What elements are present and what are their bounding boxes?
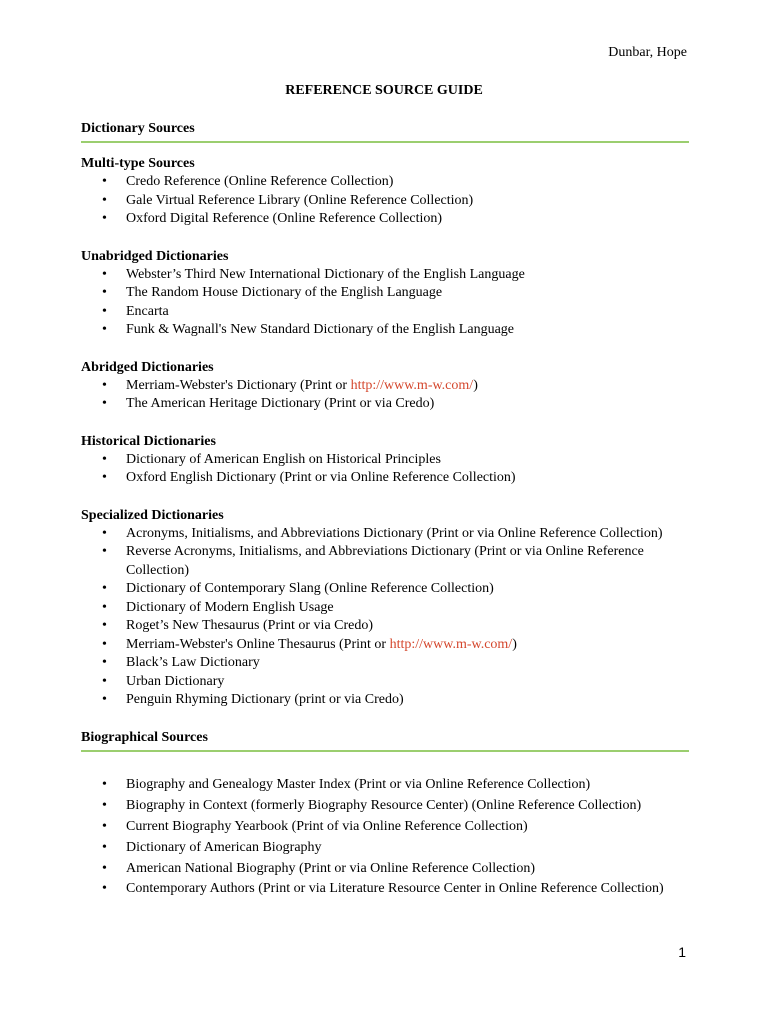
- list-item: • Acronyms, Initialisms, and Abbreviations Dictionary (Print or via Online Reference Collection): [81, 525, 689, 544]
- list-biographical: [81, 774, 689, 899]
- header-author: Dunbar, Hope: [608, 45, 687, 60]
- item-text: Merriam-Webster's Dictionary (Print or: [126, 377, 351, 393]
- document-body: [81, 119, 689, 899]
- merriam-webster-link[interactable]: http://www.m-w.com/: [350, 377, 474, 393]
- list-item: • Oxford English Dictionary (Print or via Online Reference Collection): [81, 469, 689, 488]
- list-item: • Current Biography Yearbook (Print of via Online Reference Collection): [81, 816, 689, 837]
- list-item: • The Random House Dictionary of the English Language: [81, 284, 689, 303]
- list-item: • Dictionary of American Biography: [81, 837, 689, 858]
- list-abridged: [81, 377, 689, 414]
- subheading-multi-type: Multi-type Sources: [81, 156, 195, 171]
- list-item: • Contemporary Authors (Print or via Literature Resource Center in Online Reference Collection): [81, 879, 689, 899]
- section-heading-biographical: Biographical Sources: [81, 728, 689, 752]
- list-item: [81, 636, 689, 655]
- item-text: ): [512, 636, 517, 652]
- list-item: • Urban Dictionary: [81, 673, 689, 692]
- list-item: • American National Biography (Print or via Online Reference Collection): [81, 858, 689, 879]
- list-item: • The American Heritage Dictionary (Print or via Credo): [81, 395, 689, 414]
- list-item: • Penguin Rhyming Dictionary (print or via Credo): [81, 691, 689, 710]
- subheading-unabridged: Unabridged Dictionaries: [81, 248, 229, 264]
- list-item: [81, 377, 689, 396]
- list-item: • Biography and Genealogy Master Index (Print or via Online Reference Collection): [81, 774, 689, 795]
- list-item: • Credo Reference (Online Reference Collection): [81, 173, 689, 192]
- list-multi-type: [81, 173, 689, 229]
- list-item: • Dictionary of Modern English Usage: [81, 599, 689, 618]
- thesaurus-link[interactable]: http://www.m-w.com/: [389, 636, 513, 652]
- section-heading-dictionary: Dictionary Sources: [81, 119, 689, 143]
- list-historical: [81, 451, 689, 488]
- item-text: ): [473, 377, 478, 393]
- list-item: • Oxford Digital Reference (Online Reference Collection): [81, 210, 689, 229]
- list-item: • Gale Virtual Reference Library (Online Reference Collection): [81, 192, 689, 211]
- subheading-historical: Historical Dictionaries: [81, 433, 216, 449]
- subheading-specialized: Specialized Dictionaries: [81, 507, 224, 523]
- list-item: • Reverse Acronyms, Initialisms, and Abbreviations Dictionary (Print or via Online Reference Collection): [81, 543, 689, 580]
- list-specialized: [81, 525, 689, 710]
- list-item: • Funk & Wagnall's New Standard Dictionary of the English Language: [81, 321, 689, 340]
- list-item: • Encarta: [81, 303, 689, 322]
- list-item: • Roget’s New Thesaurus (Print or via Credo): [81, 617, 689, 636]
- list-item: • Webster’s Third New International Dictionary of the English Language: [81, 266, 689, 285]
- list-item: • Black’s Law Dictionary: [81, 654, 689, 673]
- list-unabridged: [81, 266, 689, 340]
- list-item: • Biography in Context (formerly Biography Resource Center) (Online Reference Collection): [81, 795, 689, 816]
- list-item: • Dictionary of Contemporary Slang (Online Reference Collection): [81, 580, 689, 599]
- item-text: Merriam-Webster's Online Thesaurus (Print or: [126, 636, 390, 652]
- document-title: REFERENCE SOURCE GUIDE: [285, 83, 483, 98]
- page-number: 1: [678, 944, 686, 960]
- subheading-abridged: Abridged Dictionaries: [81, 359, 214, 375]
- list-item: • Dictionary of American English on Historical Principles: [81, 451, 689, 470]
